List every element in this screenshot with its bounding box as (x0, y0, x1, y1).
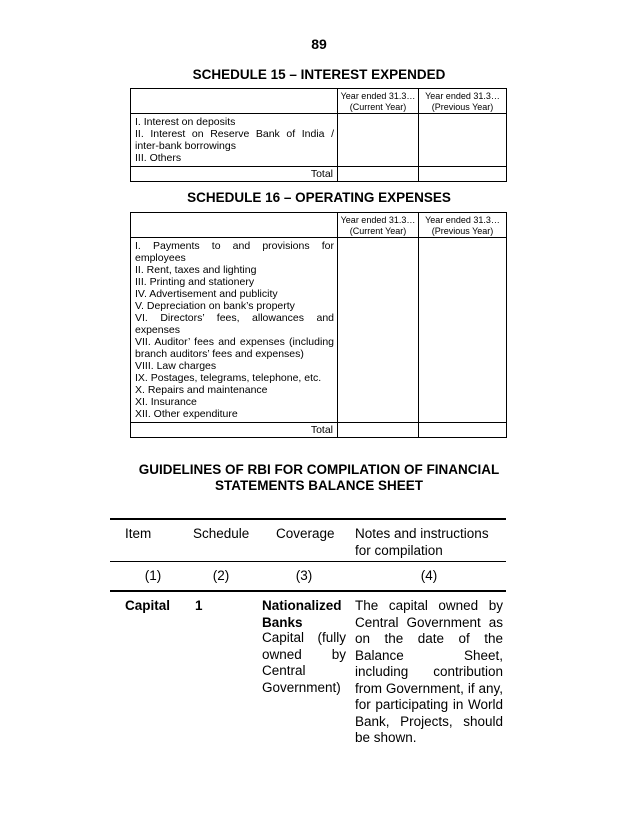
header-coverage: Coverage (276, 526, 335, 541)
row-schedule-number: 1 (195, 598, 203, 613)
schedule-15-total-current (338, 167, 419, 182)
schedule-15-item: II. Interest on Reserve Bank of India / inter-bank borrowings (135, 128, 334, 152)
schedule-16-item: VI. Directors’ fees, allowances and expenses (135, 312, 334, 336)
schedule-16-total-current (338, 423, 419, 438)
schedule-16-item: VII. Auditor’ fees and expenses (including branch auditors’ fees and expenses) (135, 336, 334, 360)
header-schedule: Schedule (193, 526, 250, 541)
row-coverage-title: Nationalized Banks (262, 598, 342, 630)
guidelines-title-line-1: GUIDELINES OF RBI FOR COMPILATION OF FINANCIAL (138, 462, 500, 477)
number-2: (2) (212, 568, 230, 583)
row-coverage-text: Capital (fully owned by Central Government) (262, 630, 346, 695)
number-3: (3) (295, 568, 313, 583)
schedule-15-total-label: Total (131, 167, 338, 182)
page-number: 89 (311, 36, 327, 52)
schedule-15-col-previous: Year ended 31.3… (Previous Year) (419, 89, 507, 114)
schedule-16-col-previous: Year ended 31.3… (Previous Year) (419, 213, 507, 238)
schedule-15-blank-header (131, 89, 338, 114)
schedule-15-table (130, 88, 507, 182)
schedule-15-col-current: Year ended 31.3… (Current Year) (338, 89, 419, 114)
schedule-16-items (131, 238, 338, 423)
schedule-16-item: X. Repairs and maintenance (135, 384, 268, 396)
schedule-16-item: III. Printing and stationery (135, 276, 255, 288)
numbers-rule (110, 590, 506, 592)
schedule-16-item: I. Payments to and provisions for employees (135, 240, 334, 264)
schedule-15-title: SCHEDULE 15 – INTEREST EXPENDED (192, 67, 446, 82)
number-4: (4) (420, 568, 438, 583)
schedule-16-item: VIII. Law charges (135, 360, 217, 372)
schedule-16-total-previous (419, 423, 507, 438)
guidelines-title-line-2: STATEMENTS BALANCE SHEET (214, 478, 423, 493)
schedule-16-previous-values (419, 238, 507, 423)
schedule-16-blank-header (131, 213, 338, 238)
schedule-15-items (131, 114, 338, 167)
schedule-16-item: IV. Advertisement and publicity (135, 288, 278, 300)
schedule-16-item: II. Rent, taxes and lighting (135, 264, 257, 276)
header-rule (110, 561, 506, 562)
schedule-16-item: IX. Postages, telegrams, telephone, etc. (135, 372, 322, 384)
schedule-15-item: III. Others (135, 152, 182, 164)
schedule-16-item: V. Depreciation on bank’s property (135, 300, 295, 312)
schedule-16-item: XI. Insurance (135, 396, 197, 408)
schedule-16-table (130, 212, 507, 438)
schedule-16-total-label: Total (131, 423, 338, 438)
guidelines-title (100, 462, 538, 494)
schedule-15-total-previous (419, 167, 507, 182)
schedule-16-title: SCHEDULE 16 – OPERATING EXPENSES (187, 190, 451, 205)
row-item-capital: Capital (125, 598, 171, 613)
schedule-16-current-values (338, 238, 419, 423)
schedule-15-current-values (338, 114, 419, 167)
guidelines-top-rule (110, 518, 506, 520)
schedule-16-col-current: Year ended 31.3… (Current Year) (338, 213, 419, 238)
header-notes: Notes and instructions for compilation (355, 526, 489, 558)
schedule-15-item: I. Interest on deposits (135, 116, 236, 128)
schedule-15-previous-values (419, 114, 507, 167)
number-1: (1) (144, 568, 162, 583)
schedule-16-item: XII. Other expenditure (135, 408, 238, 420)
row-notes: The capital owned by Central Government as on the date of the Balance Sheet, including contribution from Government, if any, for participating in World Bank, Projects, should be shown. (355, 598, 503, 745)
header-item: Item (125, 526, 152, 541)
